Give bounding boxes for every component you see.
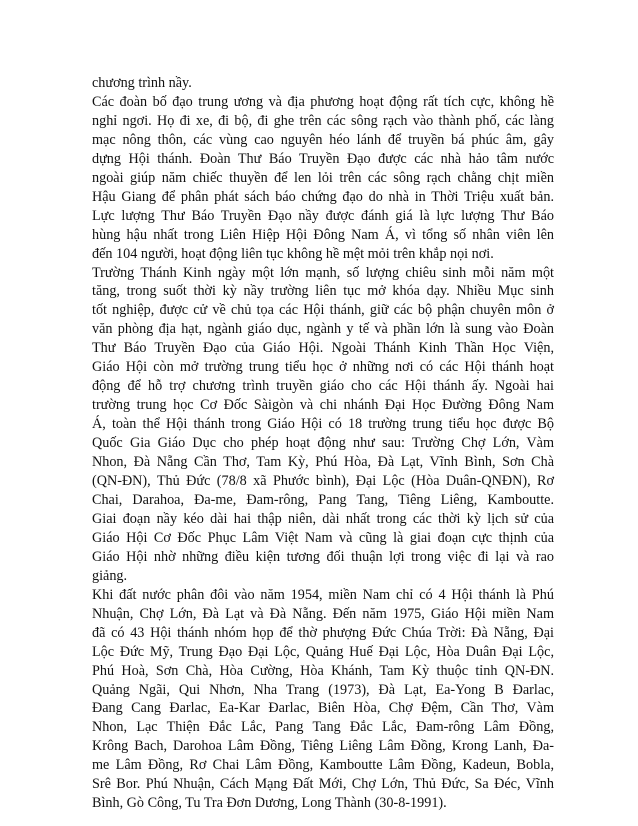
text-line: tăng, trong suốt thời kỳ nầy trường liên tục mở khóa dạy. Nhiều Mục sinh: [92, 283, 554, 300]
text-line: Trường Thánh Kinh ngày một lớn mạnh, số lượng chiêu sinh mỗi năm một: [92, 264, 554, 281]
text-line: (QN-ĐN), Thủ Đức (78/8 xã Phước bình), Đại Lộc (Hòa Duân-QNĐN), Rơ: [92, 473, 554, 490]
text-line: giảng.: [92, 567, 128, 584]
text-line: Giáo Hội Cơ Đốc Phục Lâm Việt Nam và cũng là giai đoạn cực thịnh của: [92, 529, 554, 546]
text-line: Các đoàn bố đạo trung ương và địa phương hoạt động rất tích cực, không hề: [92, 93, 554, 110]
text-line: hùng hậu nhất trong Liên Hiệp Hội Đông Nam Á, vì tổng số nhân viên lên: [92, 226, 554, 243]
text-line: Srê Bor. Phú Nhuận, Cách Mạng Đất Mới, Chợ Lớn, Thủ Đức, Sa Đéc, Vĩnh: [92, 776, 554, 793]
text-line: Chai, Darahoa, Đa-me, Đam-rông, Pang Tang, Tiêng Liêng, Kamboutte.: [92, 491, 554, 508]
text-line: Thư Báo Truyền Đạo của Giáo Hội. Ngoài Thánh Kinh Thần Học Viện,: [92, 340, 554, 357]
text-line: chương trình nầy.: [92, 75, 192, 91]
paragraph: [92, 93, 554, 264]
text-line: Giai đoạn nầy kéo dài hai thập niên, dài nhất trong các thời kỳ lịch sử của: [92, 510, 554, 527]
paragraph: [92, 74, 554, 93]
text-line: đến 104 người, hoạt động liên tục không hề mệt mỏi trên khắp nọi nơi.: [92, 245, 494, 262]
text-line: Quảng Ngãi, Qui Nhơn, Nha Trang (1973), Đà Lạt, Ea-Yong B Đarlac,: [92, 681, 554, 698]
text-line: Nhuận, Chợ Lớn, Đà Lạt và Đà Nẵng. Đến năm 1975, Giáo Hội miền Nam: [92, 605, 554, 622]
text-line: Giáo Hội nhờ những điều kiện tương đối thuận lợi trong việc đi lại và rao: [92, 548, 554, 565]
text-line: Bình, Gò Công, Tu Tra Đơn Dương, Long Thành (30-8-1991).: [92, 795, 447, 812]
text-line: Á, toàn thể Hội thánh trong Giáo Hội có 18 trường trung tiểu học được Bộ: [92, 416, 554, 433]
text-line: tốt nghiệp, được cử về chủ tọa các Hội thánh, giữ các bộ phận chuyên môn ở: [92, 302, 554, 319]
text-line: đã có 43 Hội thánh nhóm họp để thờ phượng Đức Chúa Trời: Đà Nẵng, Đại: [92, 624, 554, 641]
text-line: nghỉ ngơi. Họ đi xe, đi bộ, đi ghe trên các sông rạch vào thành phố, các làng: [92, 112, 554, 129]
text-line: Khi đất nước phân đôi vào năm 1954, miền Nam chỉ có 4 Hội thánh là Phú: [92, 586, 554, 603]
text-line: Lộc Đức Mỹ, Trung Đạo Đại Lộc, Quảng Huế Đại Lộc, Hòa Duân Đại Lộc,: [92, 643, 554, 660]
text-line: mạc nông thôn, các vùng cao nguyên héo lánh để truyền bá phúc âm, gây: [92, 131, 554, 148]
paragraph: [92, 586, 554, 813]
text-line: Quốc Gia Giáo Dục cho phép hoạt động như sau: Trường Chợ Lớn, Vàm: [92, 435, 554, 452]
text-line: động để hỗ trợ chương trình truyền giáo cho các Hội thánh ấy. Ngoài hai: [92, 378, 554, 395]
text-line: Lực lượng Thư Báo Truyền Đạo nầy được đánh giá là lực lượng Thư Báo: [92, 207, 554, 224]
text-line: Đang Cang Đarlac, Ea-Kar Đarlac, Biên Hòa, Chợ Đệm, Cần Thơ, Vàm: [92, 700, 554, 717]
document-page: [92, 74, 554, 813]
text-line: dựng Hội thánh. Đoàn Thư Báo Truyền Đạo được các nhà hảo tâm nước: [92, 150, 554, 167]
text-line: Krông Bach, Darohoa Lâm Đồng, Tiêng Liêng Lâm Đồng, Krong Lanh, Đa-: [92, 738, 554, 755]
text-line: Nhon, Đà Nẵng Cần Thơ, Tam Kỳ, Phú Hòa, Đà Lạt, Vĩnh Bình, Sơn Chà: [92, 454, 554, 471]
paragraph: [92, 264, 554, 586]
text-line: me Lâm Đồng, Rơ Chai Lâm Đồng, Kamboutte Lâm Đồng, Kadeun, Bobla,: [92, 757, 554, 774]
text-line: Phú Hoà, Sơn Chà, Hòa Cường, Hòa Khánh, Tam Kỳ thuộc tỉnh QN-ĐN.: [92, 662, 554, 679]
text-line: Giáo Hội còn mở trường trung tiểu học ở những nơi có các Hội thánh hoạt: [92, 359, 554, 376]
text-line: Hậu Giang để phân phát sách báo chứng đạo do nhà in Thời Triệu xuất bản.: [92, 188, 554, 205]
text-line: ngoài giúp năm chiếc thuyền để len lỏi trên các sông rạch chằng chịt miền: [92, 169, 554, 186]
text-line: văn phòng địa hạt, ngành giáo dục, ngành y tế và phần lớn là sung vào Đoàn: [92, 321, 554, 338]
text-line: trường trung học Cơ Đốc Sàigòn và chi nhánh Đại Học Đường Đông Nam: [92, 397, 554, 414]
text-line: Nhon, Lạc Thiện Đắc Lắc, Pang Tang Đắc Lắc, Đam-rông Lâm Đồng,: [92, 719, 554, 736]
